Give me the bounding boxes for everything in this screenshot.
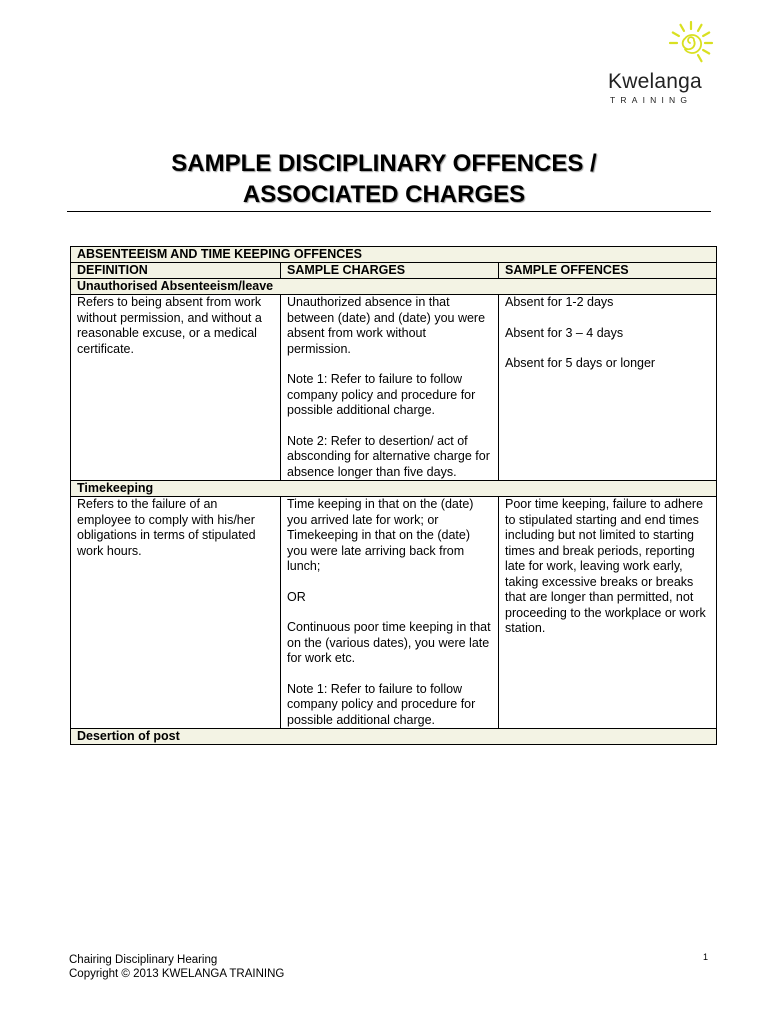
offence-text: Poor time keeping, failure to adhere to stipulated starting and end times including but not limited to starting times and break periods, reporting late for work, leaving work early, taking excessive breaks or breaks that are longer than permitted, not proceeding to the workplace or work station. (505, 497, 706, 635)
offences-table (70, 246, 717, 745)
sun-icon (668, 20, 714, 66)
definition-cell (71, 295, 281, 481)
charge-text: Unauthorized absence in that between (date) and (date) you were absent from work without permission. (287, 295, 486, 356)
charges-cell (281, 497, 499, 729)
page-number: 1 (703, 952, 709, 962)
offences-cell (499, 497, 717, 729)
charge-text: Timekeeping in that on the (date) you were late arriving back from lunch; (287, 528, 470, 573)
charge-note: Note 2: Refer to desertion/ act of absconding for alternative charge for absence longer than five days. (287, 433, 490, 479)
offences-cell (499, 295, 717, 481)
charges-cell (281, 295, 499, 481)
column-header-charges: SAMPLE CHARGES (281, 263, 499, 279)
logo-name: Kwelanga (608, 70, 702, 93)
section-header-row (71, 481, 717, 497)
definition-text: Refers to the failure of an employee to comply with his/her obligations in terms of stipulated work hours. (77, 497, 256, 558)
charge-text: OR (287, 589, 306, 604)
offence-text: Absent for 3 – 4 days (505, 325, 624, 340)
charge-note: Note 1: Refer to failure to follow company policy and procedure for possible additional charge. (287, 372, 476, 417)
section-title: Unauthorised Absenteeism/leave (71, 279, 717, 295)
column-header-offences: SAMPLE OFFENCES (499, 263, 717, 279)
definition-cell (71, 497, 281, 729)
charge-text: Continuous poor time keeping in that on the (various dates), you were late for work etc. (287, 620, 491, 665)
offence-text: Absent for 1-2 days (505, 295, 614, 309)
table-row (71, 295, 717, 481)
section-title: Desertion of post (71, 729, 717, 745)
footer-copyright: Copyright © 2013 KWELANGA TRAINING (69, 968, 285, 980)
charge-text: Time keeping in that on the (date) you arrived late for work; or (287, 497, 474, 527)
offence-text: Absent for 5 days or longer (505, 356, 656, 370)
table-row (71, 497, 717, 729)
table-heading-row (71, 247, 717, 263)
footer-title: Chairing Disciplinary Hearing (69, 954, 218, 966)
page-title (0, 148, 768, 210)
definition-text: Refers to being absent from work without permission, and without a reasonable excuse, or a medical certificate. (77, 295, 262, 356)
company-logo (606, 20, 716, 105)
table-heading: ABSENTEEISM AND TIME KEEPING OFFENCES (71, 247, 717, 263)
charge-note: Note 1: Refer to failure to follow company policy and procedure for possible additional charge. (287, 681, 476, 727)
column-header-row (71, 263, 717, 279)
section-header-row (71, 729, 717, 745)
title-line-2: ASSOCIATED CHARGES (242, 181, 526, 208)
column-header-definition: DEFINITION (71, 263, 281, 279)
logo-subtitle: TRAINING (610, 95, 693, 105)
title-line-1: SAMPLE DISCIPLINARY OFFENCES / (171, 150, 597, 177)
section-header-row (71, 279, 717, 295)
section-title: Timekeeping (71, 481, 717, 497)
title-divider (67, 211, 711, 212)
page-footer (69, 953, 284, 981)
